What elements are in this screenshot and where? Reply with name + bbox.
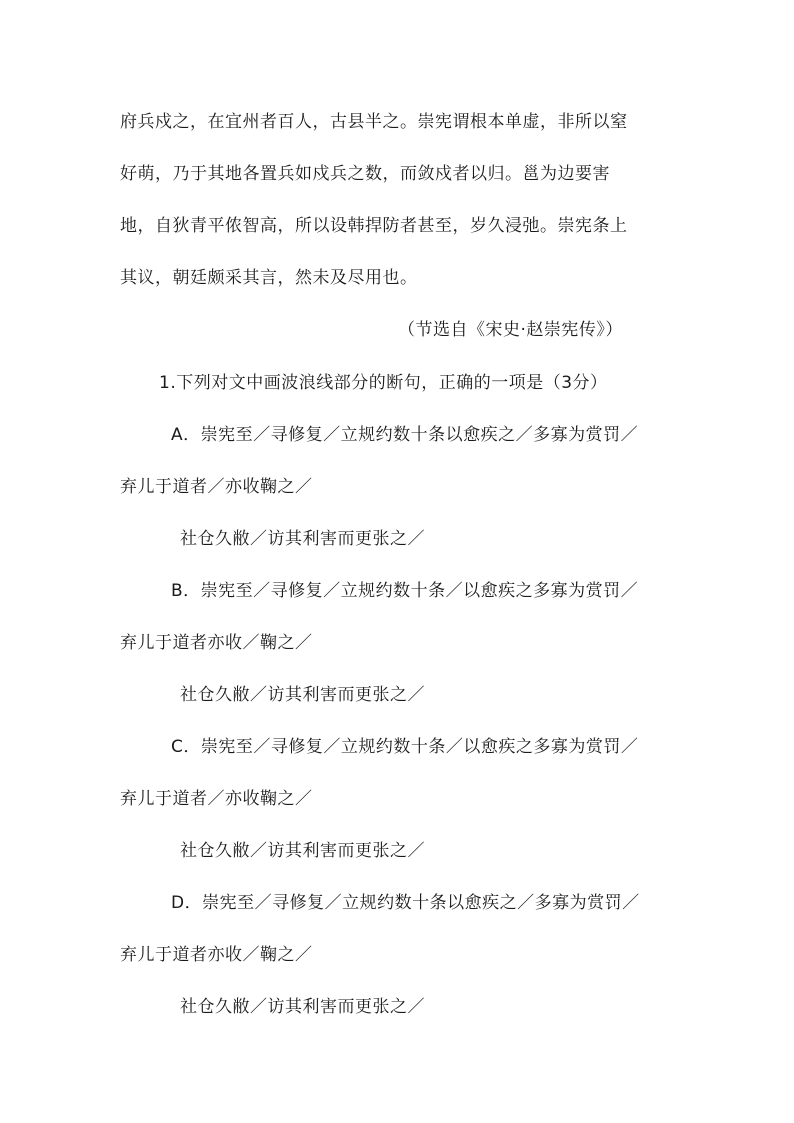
- question-stem: 1.下列对文中画波浪线部分的断句，正确的一项是（3分）: [159, 373, 608, 393]
- option-a-line-1: A．崇宪至／寻修复／立规约数十条以愈疾之／多寡为赏罚／: [171, 425, 639, 445]
- option-d-line-3: 社仓久敝／访其利害而更张之／: [180, 997, 425, 1017]
- option-b-line-2: 弃儿于道者亦收／鞠之／: [120, 633, 313, 653]
- option-d-line-1: D．崇宪至／寻修复／立规约数十条以愈疾之／多寡为赏罚／: [171, 893, 640, 913]
- option-a-line-3: 社仓久敝／访其利害而更张之／: [180, 529, 425, 549]
- passage-line: 好萌，乃于其地各置兵如戍兵之数，而敛戍者以归。邕为边要害: [120, 164, 610, 184]
- option-b-line-1: B．崇宪至／寻修复／立规约数十条／以愈疾之多寡为赏罚／: [171, 581, 639, 601]
- option-c-line-2: 弃儿于道者／亦收鞠之／: [120, 789, 313, 809]
- option-c-line-1: C．崇宪至／寻修复／立规约数十条／以愈疾之多寡为赏罚／: [171, 737, 639, 757]
- option-b-line-3: 社仓久敝／访其利害而更张之／: [180, 685, 425, 705]
- option-c-line-3: 社仓久敝／访其利害而更张之／: [180, 841, 425, 861]
- source-citation: （节选自《宋史·赵崇宪传》）: [398, 320, 623, 340]
- passage-line: 地，自狄青平侬智高，所以设韩捍防者甚至，岁久浸弛。崇宪条上: [120, 216, 628, 236]
- option-d-line-2: 弃儿于道者亦收／鞠之／: [120, 945, 313, 965]
- passage-line: 府兵戍之，在宜州者百人，古县半之。崇宪谓根本单虚，非所以窒: [120, 112, 628, 132]
- passage-line: 其议，朝廷颇采其言，然未及尽用也。: [120, 268, 418, 288]
- option-a-line-2: 弃儿于道者／亦收鞠之／: [120, 477, 313, 497]
